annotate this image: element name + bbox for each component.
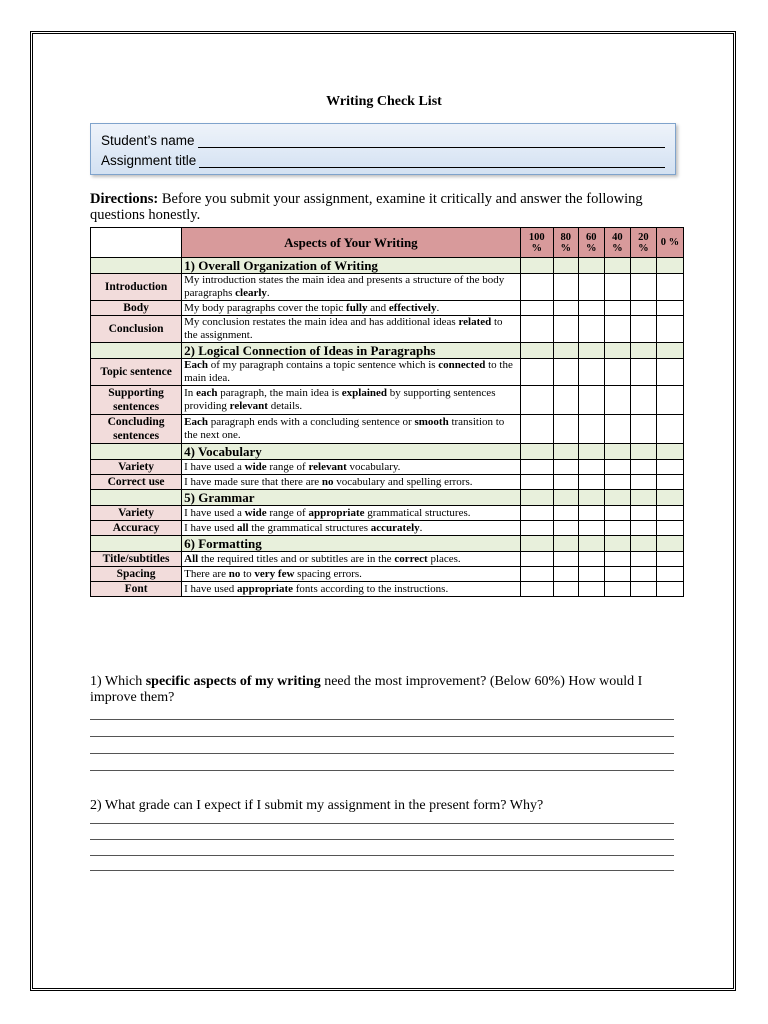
rating-cell[interactable]: [553, 301, 578, 316]
section-row: [91, 490, 684, 506]
section-title: 4) Vocabulary: [182, 444, 521, 460]
table-row: [91, 475, 684, 490]
header-percent: 20 %: [630, 228, 656, 258]
table-row: [91, 567, 684, 582]
description-text: I have used a: [184, 506, 245, 519]
description-text: details.: [267, 400, 303, 412]
rating-cell[interactable]: [604, 415, 630, 444]
table-row: [91, 301, 684, 316]
answer-line[interactable]: [90, 823, 674, 824]
header-percent: 80 %: [553, 228, 578, 258]
question-1-prefix: 1) Which: [90, 674, 146, 689]
description-text: the grammatical structures: [248, 521, 371, 534]
section-title: 2) Logical Connection of Ideas in Paragraphs: [182, 343, 521, 359]
rating-cell[interactable]: [578, 506, 604, 521]
rating-cell[interactable]: [578, 359, 604, 386]
rating-cell[interactable]: [520, 415, 553, 444]
description-bold-text: explained: [341, 387, 388, 399]
rating-cell[interactable]: [553, 506, 578, 521]
section-percent-cell: [578, 258, 604, 274]
row-category: Font: [91, 582, 182, 597]
rating-cell[interactable]: [656, 316, 683, 343]
description-bold-text: very few: [254, 567, 295, 580]
rating-cell[interactable]: [520, 359, 553, 386]
row-description: [182, 415, 521, 444]
description-text: transition to the next one.: [184, 416, 505, 441]
rating-cell[interactable]: [520, 506, 553, 521]
rating-cell[interactable]: [520, 582, 553, 597]
question-1-suffix: need the most improvement? (Below 60%) How would I improve them?: [90, 674, 643, 705]
table-row: [91, 521, 684, 536]
description-bold-text: all: [236, 521, 249, 534]
row-category: Spacing: [91, 567, 182, 582]
description-text: spacing errors.: [294, 567, 362, 580]
description-text: My body paragraphs cover the topic: [184, 301, 347, 314]
section-row: [91, 444, 684, 460]
rating-cell[interactable]: [578, 582, 604, 597]
description-bold-text: fully: [346, 301, 368, 314]
answer-line[interactable]: [90, 855, 674, 856]
rating-cell[interactable]: [578, 552, 604, 567]
table-row: [91, 415, 684, 444]
rating-cell[interactable]: [578, 415, 604, 444]
section-percent-cell: [553, 258, 578, 274]
rating-cell[interactable]: [604, 506, 630, 521]
description-text: I have used: [184, 521, 237, 534]
table-row: [91, 506, 684, 521]
description-text: grammatical structures.: [364, 506, 471, 519]
table-row: [91, 359, 684, 386]
rating-cell[interactable]: [630, 552, 656, 567]
rating-cell[interactable]: [656, 386, 683, 415]
description-text: .: [436, 301, 440, 314]
row-category: Title/subtitles: [91, 552, 182, 567]
header-percent: 60 %: [578, 228, 604, 258]
description-text: of my paragraph contains a topic sentence which is: [207, 359, 439, 371]
rating-cell[interactable]: [553, 359, 578, 386]
rating-cell[interactable]: [578, 475, 604, 490]
assignment-title-label: Assignment title: [101, 153, 197, 168]
description-bold-text: relevant: [308, 460, 347, 473]
row-category: Variety: [91, 506, 182, 521]
rating-cell[interactable]: [630, 274, 656, 301]
row-category: Concluding sentences: [91, 415, 182, 444]
rating-cell[interactable]: [630, 582, 656, 597]
table-row: [91, 316, 684, 343]
rating-cell[interactable]: [630, 521, 656, 536]
assignment-title-row: [101, 148, 665, 168]
section-percent-cell: [630, 536, 656, 552]
student-name-label: Student’s name: [101, 133, 195, 148]
row-category: Body: [91, 301, 182, 316]
description-bold-text: relevant: [229, 400, 268, 412]
row-category: Conclusion: [91, 316, 182, 343]
section-percent-cell: [630, 444, 656, 460]
page-title: Writing Check List: [326, 94, 442, 109]
description-text: My conclusion restates the main idea and has additional ideas: [184, 316, 459, 328]
description-text: range of: [266, 506, 309, 519]
table-row: [91, 386, 684, 415]
description-bold-text: All: [184, 552, 199, 565]
rating-cell[interactable]: [656, 567, 683, 582]
section-row: [91, 536, 684, 552]
row-description: [182, 521, 521, 536]
description-text: I have used a: [184, 460, 245, 473]
section-percent-cell: [578, 490, 604, 506]
answer-line[interactable]: [90, 870, 674, 871]
section-percent-cell: [553, 536, 578, 552]
description-bold-text: appropriate: [236, 582, 294, 595]
answer-line[interactable]: [90, 736, 674, 737]
student-info-box: [90, 123, 676, 175]
checklist-body: [91, 258, 684, 597]
rating-cell[interactable]: [604, 567, 630, 582]
rating-cell[interactable]: [656, 460, 683, 475]
table-row: [91, 274, 684, 301]
description-text: My introduction states the main idea and presents a structure of the body paragraphs: [184, 274, 505, 299]
row-description: [182, 301, 521, 316]
section-percent-cell: [656, 490, 683, 506]
rating-cell[interactable]: [578, 316, 604, 343]
rating-cell[interactable]: [520, 567, 553, 582]
rating-cell[interactable]: [520, 552, 553, 567]
description-text: to the main idea.: [184, 359, 513, 384]
rating-cell[interactable]: [630, 567, 656, 582]
section-blank-cell: [91, 444, 182, 460]
rating-cell[interactable]: [630, 386, 656, 415]
section-percent-cell: [656, 258, 683, 274]
section-title: 1) Overall Organization of Writing: [182, 258, 521, 274]
rating-cell[interactable]: [553, 552, 578, 567]
description-bold-text: no: [228, 567, 241, 580]
section-percent-cell: [520, 343, 553, 359]
rating-cell[interactable]: [604, 552, 630, 567]
question-1-bold: specific aspects of my writing: [145, 674, 321, 689]
header-blank-cell: [91, 228, 182, 258]
description-bold-text: wide: [244, 460, 267, 473]
header-percent: 40 %: [604, 228, 630, 258]
rating-cell[interactable]: [630, 506, 656, 521]
row-category: Correct use: [91, 475, 182, 490]
rating-cell[interactable]: [656, 552, 683, 567]
section-row: [91, 258, 684, 274]
rating-cell[interactable]: [553, 386, 578, 415]
rating-cell[interactable]: [656, 274, 683, 301]
description-text: .: [266, 287, 270, 299]
description-bold-text: effectively: [388, 301, 437, 314]
rating-cell[interactable]: [520, 475, 553, 490]
answer-line[interactable]: [90, 770, 674, 771]
row-category: Topic sentence: [91, 359, 182, 386]
section-title: 6) Formatting: [182, 536, 521, 552]
student-name-row: [101, 128, 665, 148]
description-bold-text: accurately: [370, 521, 420, 534]
rating-cell[interactable]: [630, 359, 656, 386]
section-percent-cell: [520, 444, 553, 460]
row-description: [182, 552, 521, 567]
rating-cell[interactable]: [578, 386, 604, 415]
directions-text: Before you submit your assignment, examine it critically and answer the following questions honestly.: [90, 191, 643, 223]
rating-cell[interactable]: [604, 582, 630, 597]
section-percent-cell: [553, 444, 578, 460]
question-1: [90, 674, 680, 706]
description-text: vocabulary.: [346, 460, 401, 473]
rating-cell[interactable]: [520, 316, 553, 343]
description-text: to: [240, 567, 255, 580]
row-category: Variety: [91, 460, 182, 475]
rating-cell[interactable]: [553, 521, 578, 536]
rating-cell[interactable]: [604, 359, 630, 386]
rating-cell[interactable]: [553, 567, 578, 582]
answer-line[interactable]: [90, 753, 674, 754]
table-row: [91, 552, 684, 567]
rating-cell[interactable]: [630, 316, 656, 343]
rating-cell[interactable]: [520, 460, 553, 475]
rating-cell[interactable]: [604, 475, 630, 490]
section-percent-cell: [604, 343, 630, 359]
rating-cell[interactable]: [604, 521, 630, 536]
rating-cell[interactable]: [604, 316, 630, 343]
row-description: [182, 386, 521, 415]
description-bold-text: Each: [184, 359, 208, 371]
row-description: [182, 316, 521, 343]
rating-cell[interactable]: [520, 274, 553, 301]
rating-cell[interactable]: [656, 301, 683, 316]
rating-cell[interactable]: [630, 301, 656, 316]
section-percent-cell: [520, 258, 553, 274]
description-text: to the assignment.: [184, 316, 503, 341]
section-percent-cell: [656, 444, 683, 460]
rating-cell[interactable]: [656, 521, 683, 536]
section-percent-cell: [630, 490, 656, 506]
description-bold-text: connected: [438, 359, 486, 371]
rating-cell[interactable]: [553, 316, 578, 343]
section-title: 5) Grammar: [182, 490, 521, 506]
rating-cell[interactable]: [520, 521, 553, 536]
section-percent-cell: [604, 536, 630, 552]
rating-cell[interactable]: [520, 386, 553, 415]
section-blank-cell: [91, 536, 182, 552]
section-percent-cell: [520, 490, 553, 506]
description-text: paragraph, the main idea is: [217, 387, 342, 399]
description-text: the required titles and or subtitles are in the: [198, 552, 395, 565]
section-percent-cell: [604, 258, 630, 274]
row-description: [182, 359, 521, 386]
question-2: 2) What grade can I expect if I submit my assignment in the present form? Why?: [90, 798, 544, 813]
rating-cell[interactable]: [630, 460, 656, 475]
rating-cell[interactable]: [578, 521, 604, 536]
description-bold-text: smooth: [414, 416, 449, 428]
description-text: vocabulary and spelling errors.: [333, 475, 473, 488]
description-text: fonts according to the instructions.: [293, 582, 449, 595]
section-blank-cell: [91, 490, 182, 506]
description-text: .: [419, 521, 423, 534]
rating-cell[interactable]: [578, 460, 604, 475]
rating-cell[interactable]: [604, 460, 630, 475]
rating-cell[interactable]: [553, 274, 578, 301]
section-percent-cell: [656, 536, 683, 552]
rating-cell[interactable]: [553, 460, 578, 475]
assignment-title-field[interactable]: [199, 153, 665, 168]
section-percent-cell: [630, 258, 656, 274]
description-text: by supporting sentences providing: [184, 387, 496, 412]
row-category: Accuracy: [91, 521, 182, 536]
header-percent: 0 %: [656, 228, 683, 258]
description-text: range of: [266, 460, 309, 473]
description-bold-text: wide: [244, 506, 267, 519]
row-category: Introduction: [91, 274, 182, 301]
rating-cell[interactable]: [656, 359, 683, 386]
description-bold-text: Each: [184, 416, 208, 428]
rating-cell[interactable]: [553, 582, 578, 597]
rating-cell[interactable]: [578, 301, 604, 316]
rating-cell[interactable]: [656, 415, 683, 444]
answer-line[interactable]: [90, 719, 674, 720]
description-bold-text: clearly: [235, 287, 267, 299]
rating-cell[interactable]: [553, 415, 578, 444]
section-percent-cell: [578, 343, 604, 359]
rating-cell[interactable]: [604, 386, 630, 415]
directions-label: Directions:: [90, 191, 159, 207]
table-row: [91, 582, 684, 597]
row-category: Supporting sentences: [91, 386, 182, 415]
rating-cell[interactable]: [604, 274, 630, 301]
rating-cell[interactable]: [553, 475, 578, 490]
student-name-field[interactable]: [198, 133, 665, 148]
row-description: [182, 506, 521, 521]
description-bold-text: each: [196, 387, 218, 399]
description-text: and: [367, 301, 389, 314]
description-text: paragraph ends with a concluding sentence or: [207, 416, 415, 428]
section-percent-cell: [604, 444, 630, 460]
section-percent-cell: [604, 490, 630, 506]
description-text: I have used: [184, 582, 237, 595]
rating-cell[interactable]: [578, 274, 604, 301]
section-blank-cell: [91, 258, 182, 274]
description-bold-text: related: [458, 316, 492, 328]
table-header-row: [91, 228, 684, 258]
row-description: [182, 460, 521, 475]
row-description: [182, 567, 521, 582]
description-text: There are: [184, 567, 229, 580]
directions: [90, 191, 680, 223]
section-blank-cell: [91, 343, 182, 359]
section-percent-cell: [553, 343, 578, 359]
rating-cell[interactable]: [520, 301, 553, 316]
rating-cell[interactable]: [630, 415, 656, 444]
section-percent-cell: [578, 536, 604, 552]
description-text: I have made sure that there are: [184, 475, 322, 488]
description-text: In: [184, 387, 197, 399]
section-percent-cell: [520, 536, 553, 552]
rating-cell[interactable]: [656, 582, 683, 597]
description-bold-text: correct: [394, 552, 428, 565]
rating-cell[interactable]: [630, 475, 656, 490]
rating-cell[interactable]: [656, 475, 683, 490]
table-row: [91, 460, 684, 475]
checklist-table: [90, 227, 684, 597]
section-row: [91, 343, 684, 359]
section-percent-cell: [553, 490, 578, 506]
section-percent-cell: [630, 343, 656, 359]
section-percent-cell: [578, 444, 604, 460]
header-percent: 100 %: [520, 228, 553, 258]
description-text: places.: [427, 552, 461, 565]
row-description: [182, 475, 521, 490]
row-description: [182, 274, 521, 301]
rating-cell[interactable]: [604, 301, 630, 316]
rating-cell[interactable]: [656, 506, 683, 521]
answer-line[interactable]: [90, 839, 674, 840]
row-description: [182, 582, 521, 597]
rating-cell[interactable]: [578, 567, 604, 582]
section-percent-cell: [656, 343, 683, 359]
description-bold-text: no: [321, 475, 334, 488]
header-aspects: Aspects of Your Writing: [182, 228, 521, 258]
description-bold-text: appropriate: [308, 506, 365, 519]
